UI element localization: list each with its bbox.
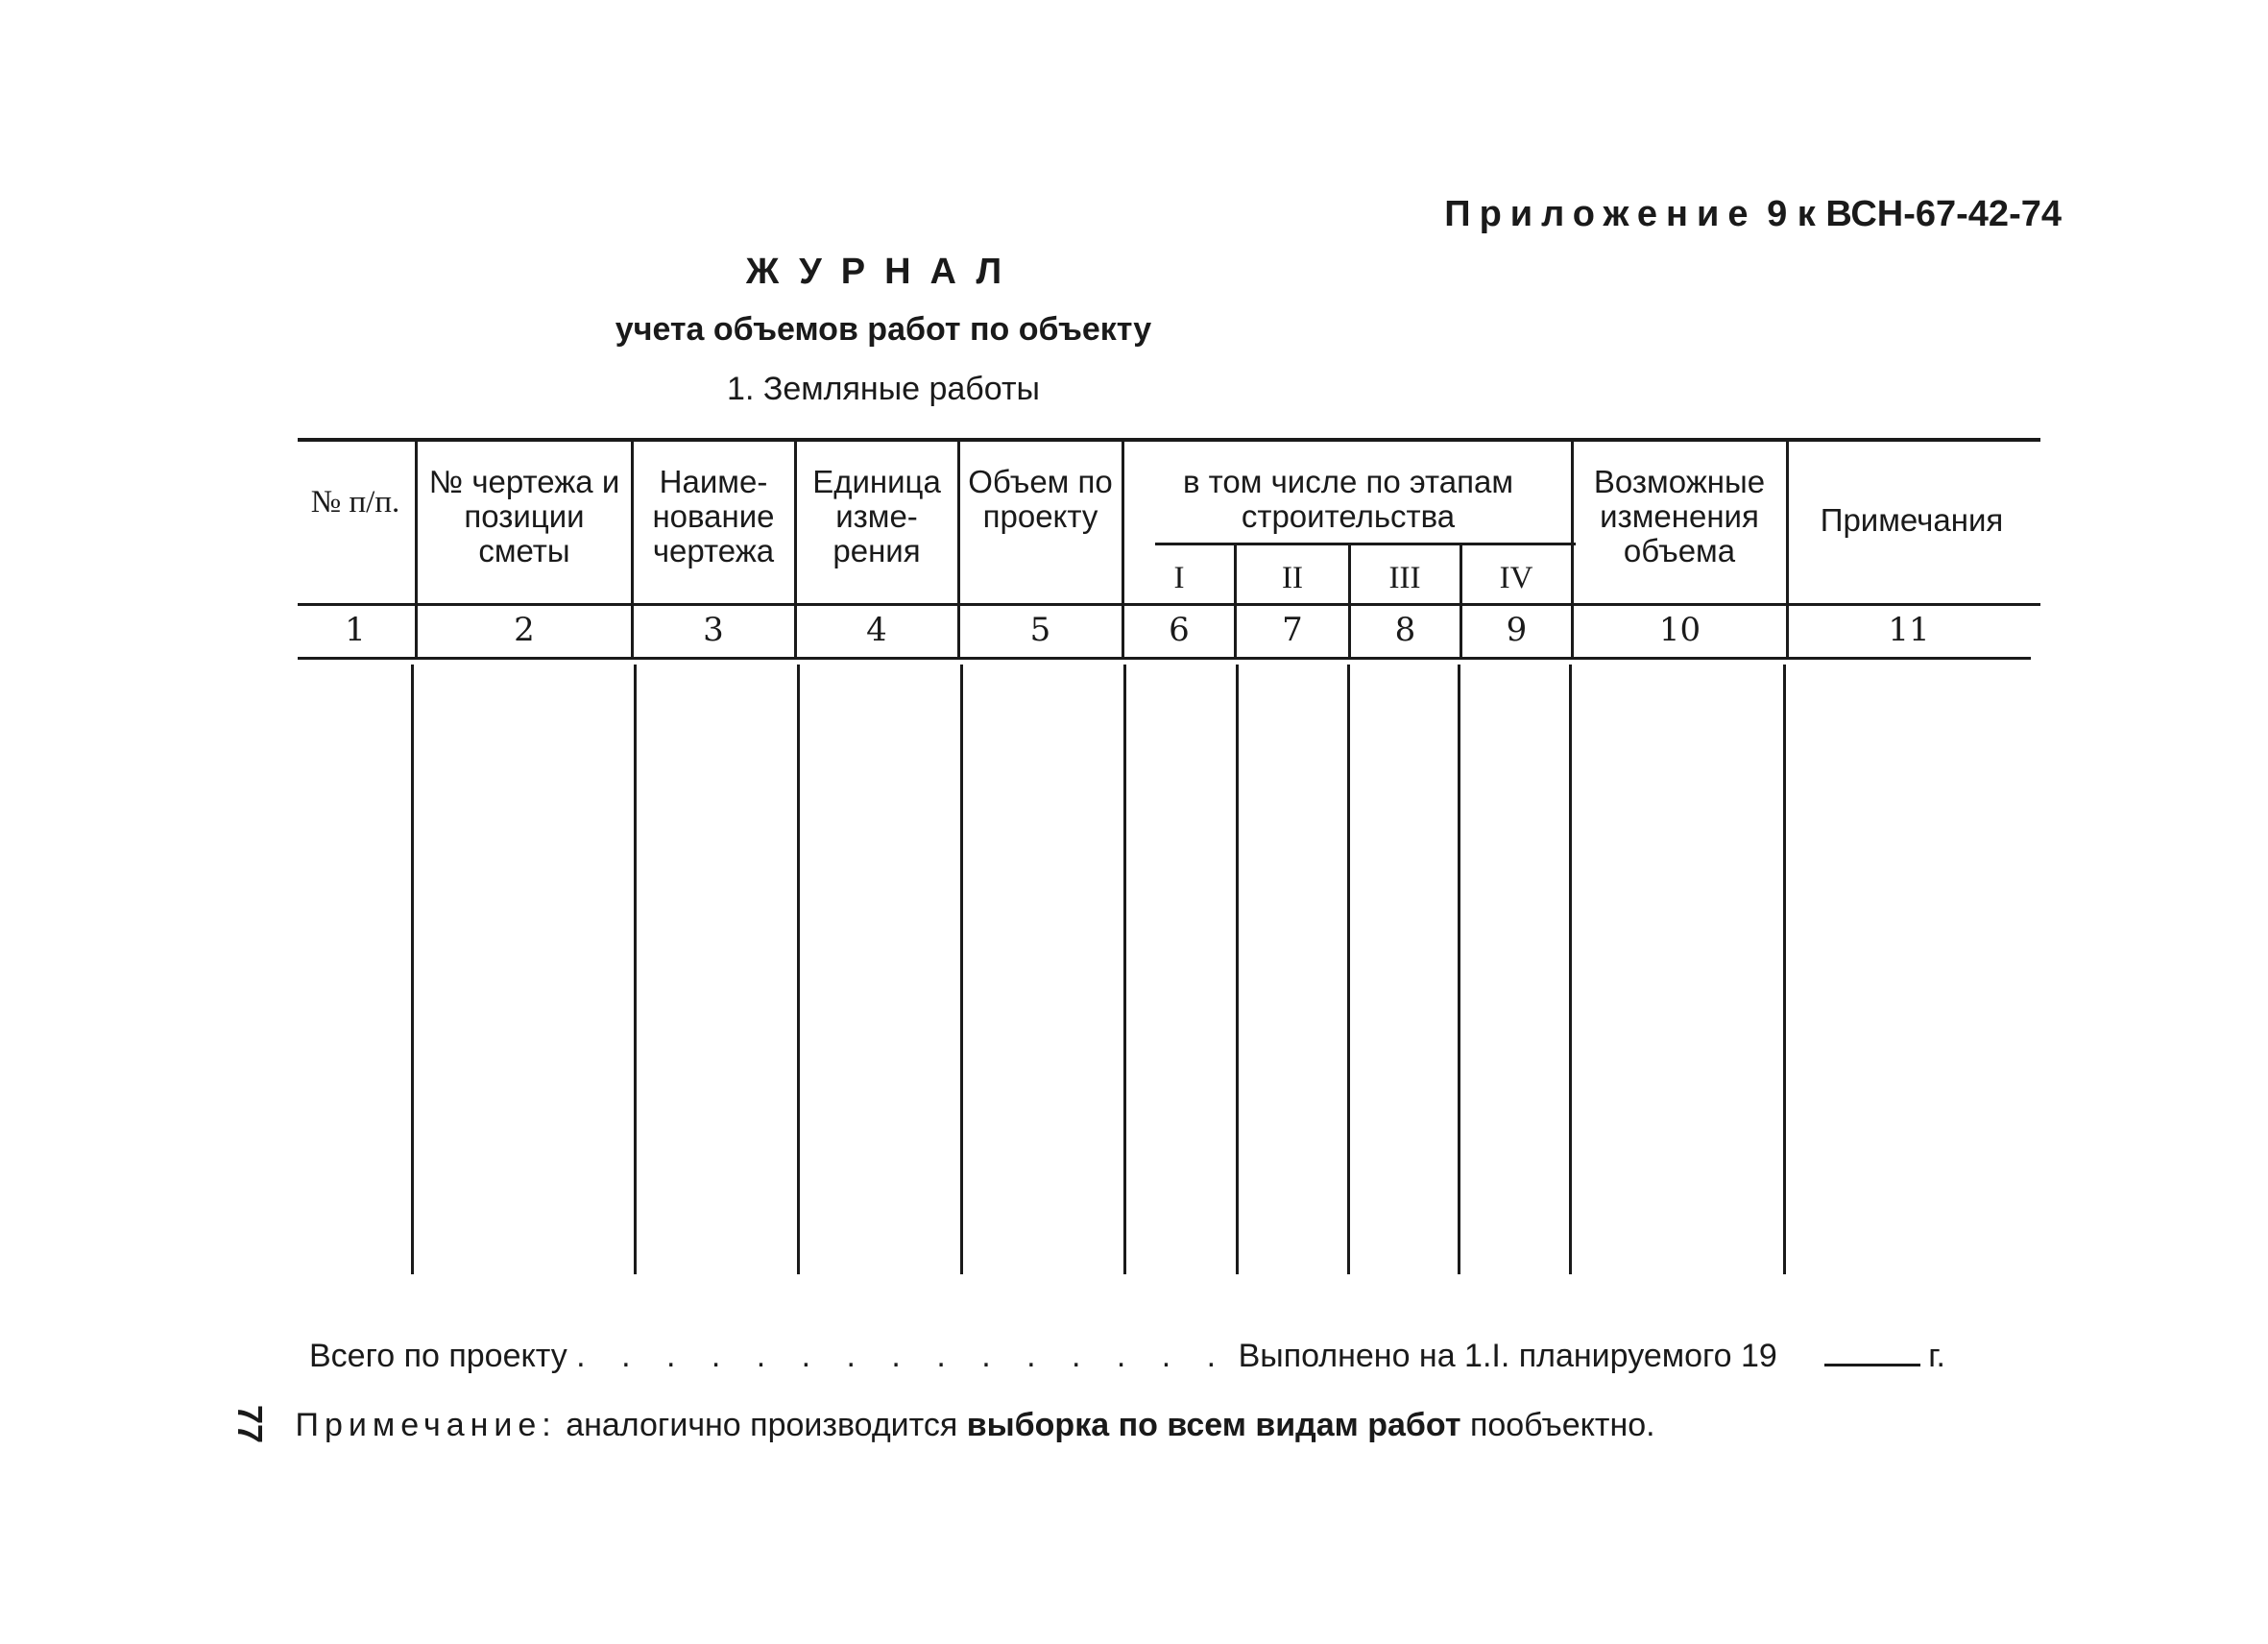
column-number: 6: [1169, 611, 1190, 649]
header-stages: в том числе по этапам строительства: [1182, 464, 1514, 534]
document-subtitle: учета объемов работ по объекту: [615, 311, 1152, 348]
body-col-line: [1347, 665, 1350, 1274]
note-text-c: пообъектно.: [1469, 1407, 1655, 1443]
body-col-line: [797, 665, 800, 1274]
body-col-line: [1123, 665, 1126, 1274]
body-col-line: [634, 665, 637, 1274]
column-number: 1: [345, 611, 366, 649]
totals-label: Всего по проекту: [309, 1338, 567, 1374]
header-col-name: Наиме- нование чертежа: [652, 464, 775, 568]
totals-dots: . . . . . . . . . . . . . . .: [576, 1338, 1230, 1374]
year-blank-field[interactable]: [1824, 1335, 1920, 1366]
stage-header-rule: [1155, 543, 1576, 545]
note-text-a: аналогично производится: [566, 1407, 958, 1443]
col-divider: [415, 442, 418, 657]
appendix-text: 9 к ВСН-67-42-74: [1767, 194, 2062, 234]
totals-line: [309, 1335, 1945, 1375]
header-stage-4: IV: [1499, 561, 1533, 595]
column-number: 5: [1029, 611, 1051, 649]
column-number: 10: [1658, 611, 1701, 649]
header-bottom-rule: [298, 603, 2040, 606]
body-col-line: [1236, 665, 1239, 1274]
column-number: 9: [1506, 611, 1528, 649]
appendix-reference: [1444, 194, 2062, 235]
header-col-drawing: № чертежа и позиции сметы: [428, 464, 620, 568]
header-stage-1: I: [1173, 561, 1185, 595]
body-col-line: [960, 665, 963, 1274]
footnote: [230, 1404, 1655, 1444]
header-col-unit: Единица изме- рения: [812, 464, 941, 568]
section-title: 1. Земляные работы: [727, 371, 1040, 407]
document-title: ЖУРНАЛ: [745, 252, 1022, 292]
header-col-number: № п/п.: [310, 485, 400, 520]
body-col-line: [1783, 665, 1786, 1274]
note-text-b: выборка по всем видам работ: [966, 1407, 1461, 1443]
column-number: 4: [866, 611, 887, 649]
number-row-rule: [298, 657, 2031, 660]
column-number: 8: [1394, 611, 1416, 649]
column-number: 3: [703, 611, 724, 649]
column-number: 11: [1888, 611, 1930, 649]
header-col-changes: Возможные изменения объема: [1593, 464, 1766, 568]
totals-done: Выполнено на 1.I. планируемого 19: [1238, 1338, 1777, 1374]
note-label: Примечание:: [295, 1407, 557, 1443]
body-col-line: [1569, 665, 1572, 1274]
header-col-notes: Примечания: [1820, 502, 2004, 538]
body-col-line: [1458, 665, 1460, 1274]
column-number: 7: [1282, 611, 1303, 649]
column-number: 2: [514, 611, 535, 649]
header-col-volume: Объем по проекту: [968, 464, 1113, 534]
header-stage-3: III: [1388, 561, 1421, 595]
page-number: 77: [230, 1404, 271, 1444]
appendix-label: Приложение: [1444, 194, 1757, 234]
body-col-line: [411, 665, 414, 1274]
year-suffix: г.: [1928, 1338, 1945, 1374]
header-stage-2: II: [1282, 561, 1303, 595]
table-top-rule: [298, 438, 2040, 442]
